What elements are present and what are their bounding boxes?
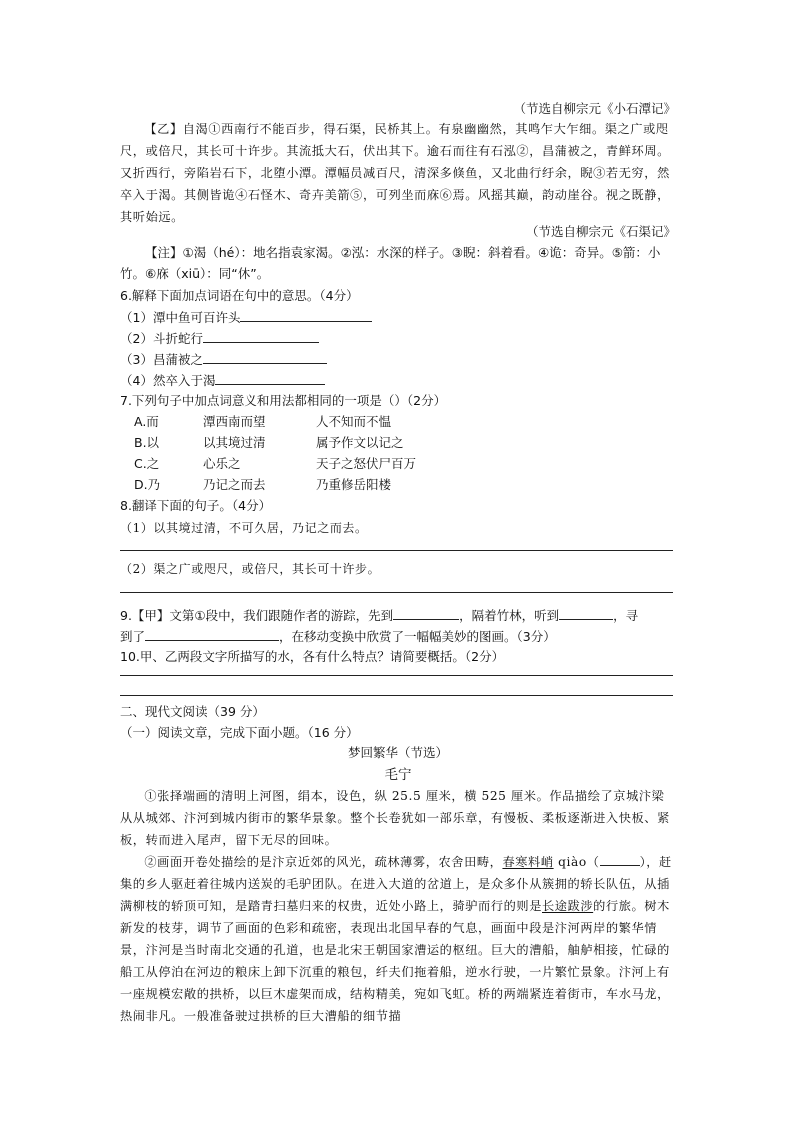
source-citation-1: （节选自柳宗元《小石潭记》 [513,101,676,116]
q6-item-1: （1）潭中鱼可百许头 [120,307,372,327]
q7-option-d-label[interactable]: D.乃 [134,477,161,492]
q6-item-4: （4）然卒入于渴 [120,370,325,390]
q7-option-c-sentence-2: 天子之怒伏尸百万 [316,456,417,471]
answer-blank[interactable] [215,370,325,385]
passage-yi-text: 【乙】自渴①西南行不能百步，得石渠，民桥其上。有泉幽幽然，其鸣乍大乍细。渠之广或咫尺，或倍尺，其长可十许步。其流抵大石，伏出其下。逾石而往有石泓②，昌蒲被之，青鲜环周。又折西行，旁陷岩石下，北堕小潭。潭幅员减百尺，清深多倏鱼，又北曲行纡余，睨③若无穷，然卒入于渴。其侧皆诡④石怪木、奇卉美箭⑤，可列坐而庥⑥焉。风摇其巅，韵动崖谷。视之既静，其听始远。 [120,122,670,224]
passage-yi [120,118,676,228]
underlined-phrase: 春寒料峭 [502,855,554,869]
q8-sentence-2: （2）渠之广或咫尺，或倍尺，其长可十许步。 [120,562,381,576]
answer-blank[interactable] [203,349,327,364]
answer-blank[interactable] [240,307,372,322]
question-6: 6.解释下面加点词语在句中的意思。（4分） [120,288,359,303]
section-heading: 二、现代文阅读（39 分） [120,704,265,719]
notes: 【注】①渴（hé）：地名指袁家渴。②泓：水深的样子。③睨：斜着看。④诡：奇异。⑤箭：小竹。⑥庥（xiū）：同“休”。 [120,245,661,281]
answer-line[interactable] [120,592,673,593]
article-paragraph-2: ②画面开卷处描绘的是汴京近郊的风光，疏林薄雾，农舍田畴，春寒料峭 qiào（ ），赶集的乡人驱赶着往城内送炭的毛驴团队。在进入大道的岔道上，是众多仆从簇拥的轿长队伍，从插满柳枝的轿顶可知，是踏青扫墓归来的权贵，近处小路上，骑驴而行的则是长途跋涉的行旅。树木新发的枝芽，调节了画面的色彩和疏密，表现出北国早春的气息，画面中段是汴河两岸的繁华情景，汴河是当时南北交通的孔道，也是北宋王朝国家漕运的枢纽。巨大的漕船，舳舻相接，忙碌的船工从停泊在河边的粮床上卸下沉重的粮包，纤夫们拖着船，逆水行驶，一片繁忙景象。汴河上有一座规模宏敞的拱桥，以巨木虚架而成，结构精美，宛如飞虹。桥的两端紧连着街市，车水马龙，热闹非凡。一般准备驶过拱桥的巨大漕船的细节描 [120,855,672,1023]
q7-option-b-sentence-1: 以其境过清 [203,435,266,450]
q7-option-d-sentence-2: 乃重修岳阳楼 [316,477,392,492]
question-9: 9.【甲】文第①段中，我们跟随作者的游踪，先到 ，隔着竹林，听到 ，寻 [120,605,638,625]
answer-line[interactable] [120,675,673,676]
source-citation-2: （节选自柳宗元《石渠记》 [525,224,676,239]
q7-option-a-sentence-2: 人不知而不愠 [316,414,392,429]
answer-blank[interactable] [393,605,459,620]
answer-blank[interactable] [600,853,640,866]
answer-line[interactable] [120,550,673,551]
q7-option-a-sentence-1: 潭西南而望 [203,414,266,429]
q7-option-a-label[interactable]: A.而 [134,414,159,429]
q7-option-b-label[interactable]: B.以 [134,435,160,450]
q7-option-c-sentence-1: 心乐之 [203,456,241,471]
answer-line[interactable] [120,695,673,696]
question-7: 7.下列句子中加点词意义和用法都相同的一项是（）（2分） [120,393,447,408]
question-9-cont: 到了 ，在移动变换中欣赏了一幅幅美妙的图画。（3分） [120,626,556,646]
q7-option-d-sentence-1: 乃记之而去 [203,477,266,492]
q8-sentence-1: （1）以其境过清，不可久居，乃记之而去。 [120,521,368,535]
answer-blank[interactable] [203,328,319,343]
question-8: 8.翻译下面的句子。（4分） [120,498,272,513]
article-title: 梦回繁华（节选） [347,745,448,760]
subsection-heading: （一）阅读文章，完成下面小题。（16 分） [120,725,359,740]
q7-option-c-label[interactable]: C.之 [134,456,160,471]
article-author: 毛宁 [384,767,412,783]
answer-blank[interactable] [145,626,279,641]
q7-option-b-sentence-2: 属予作文以记之 [316,435,404,450]
q6-item-3: （3）昌蒲被之 [120,349,327,369]
article-paragraph-1: ①张择端画的清明上河图，绢本，设色，纵 25.5 厘米，横 525 厘米。作品描绘了京城汴梁从从城郊、汴河到城内街市的繁华景象。整个长卷犹如一部乐章，有慢板、柔板逐渐进入快板、紧板，转而进入尾声，留下无尽的回味。 [120,789,670,847]
q6-item-2: （2）斗折蛇行 [120,328,319,348]
underlined-phrase: 长途跋涉 [542,899,594,913]
answer-blank[interactable] [559,605,613,620]
question-10: 10.甲、乙两段文字所描写的水，各有什么特点？请简要概括。（2分） [120,649,505,664]
